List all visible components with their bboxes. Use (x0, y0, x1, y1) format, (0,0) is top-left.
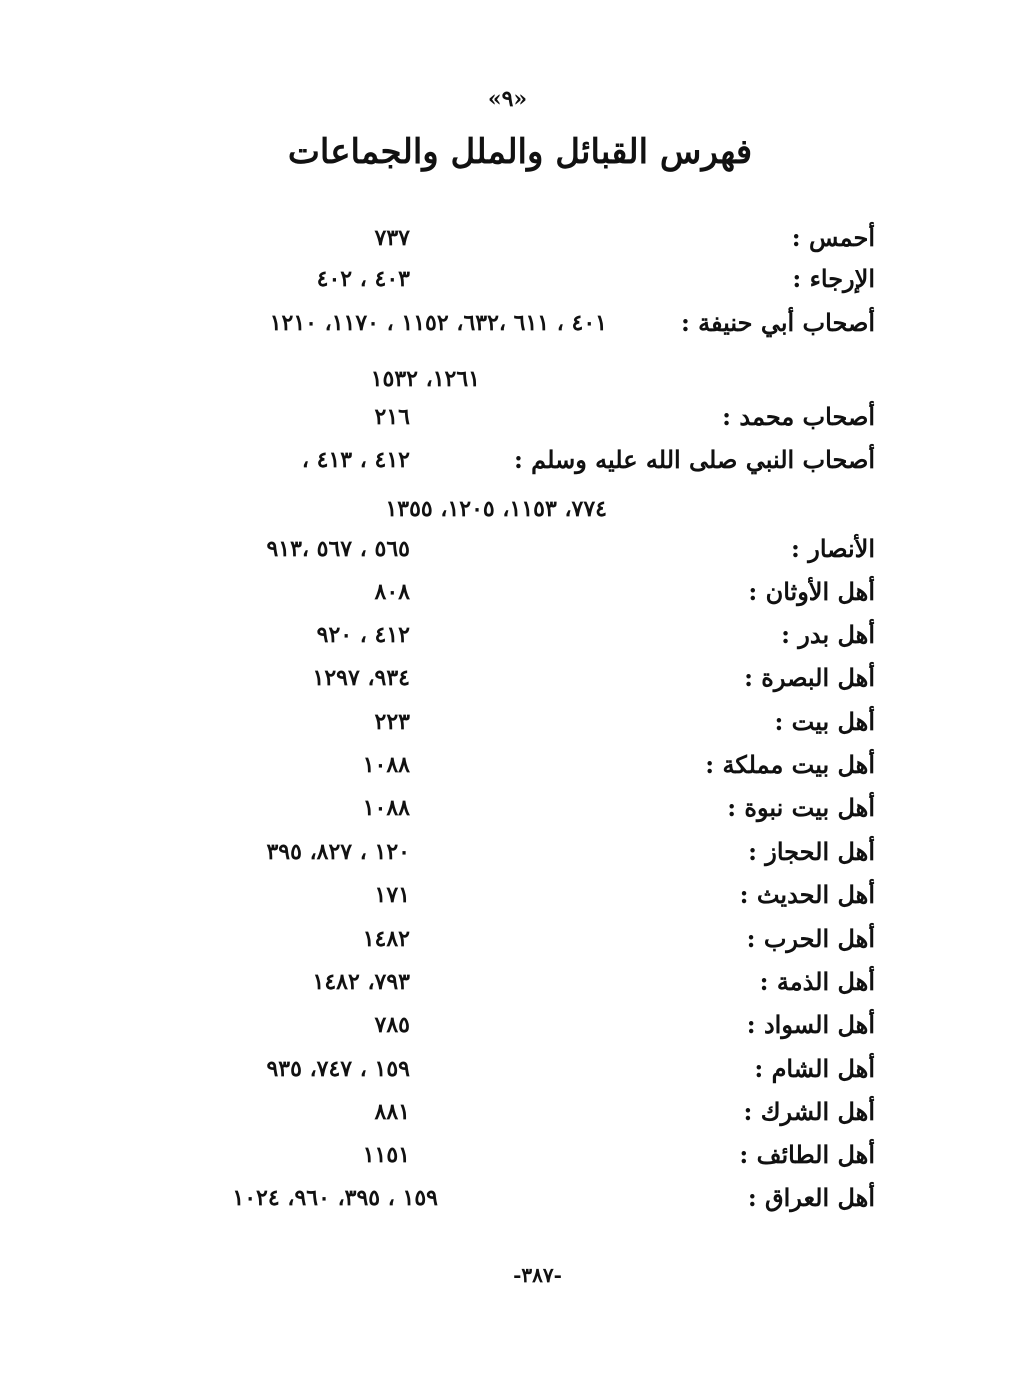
index-entry (0, 837, 1015, 877)
index-entry (0, 1140, 1015, 1180)
entry-page-refs: ١٠٨٨ (362, 752, 410, 778)
index-entry (0, 750, 1015, 790)
index-entry (0, 308, 1015, 348)
index-entry (0, 663, 1015, 703)
index-entry (0, 1054, 1015, 1094)
entry-page-refs: ٧٣٧ (374, 225, 410, 251)
entry-page-refs: ٤١٢ ، ٩٢٠ (316, 622, 410, 648)
index-entry (0, 223, 1015, 263)
entry-term: الإرجاء : (792, 264, 875, 293)
entry-page-refs: ٤٠٣ ، ٤٠٢ (316, 266, 410, 292)
index-entry (0, 1010, 1015, 1050)
index-entry (0, 924, 1015, 964)
entry-page-refs: ٨٨١ (374, 1099, 410, 1125)
entry-term: أهل بيت : (774, 707, 875, 736)
page-number: -٣٨٧- (513, 1263, 562, 1287)
index-entry (0, 620, 1015, 660)
entry-page-refs: ١٠٨٨ (362, 795, 410, 821)
entry-term: أهل الحديث : (739, 880, 875, 909)
index-entry (0, 793, 1015, 833)
entry-page-refs: ٧٩٣، ١٤٨٢ (312, 969, 410, 995)
index-entry (0, 445, 1015, 485)
entry-term: أهل الأوثان : (748, 577, 875, 606)
entry-page-refs: ٤١٢ ، ٤١٣ ، (301, 447, 410, 473)
index-entry (0, 1097, 1015, 1137)
entry-term: أصحاب محمد : (722, 402, 875, 431)
section-number: «٩» (487, 86, 528, 112)
entry-term: أهل بيت مملكة : (705, 750, 875, 779)
entry-page-refs: ١٥٩ ، ٣٩٥، ٩٦٠، ١٠٢٤ (232, 1185, 438, 1211)
entry-term: أصحاب النبي صلى الله عليه وسلم : (513, 445, 875, 474)
entry-term: أهل السواد : (746, 1010, 875, 1039)
entry-page-refs: ١٢٦١، ١٥٣٢ (370, 366, 480, 392)
index-entry (0, 264, 1015, 304)
entry-page-refs: ١٧١ (374, 882, 410, 908)
entry-page-refs: ١٢٠ ، ٨٢٧، ٣٩٥ (266, 839, 410, 865)
entry-page-refs: ٤٠١ ، ٦١١ ،٦٣٢، ١١٥٢ ، ١١٧٠، ١٢١٠ (269, 310, 607, 336)
entry-term: أهل العراق : (747, 1183, 875, 1212)
entry-page-refs: ١٥٩ ، ٧٤٧، ٩٣٥ (266, 1056, 410, 1082)
index-entry-continuation (0, 364, 1015, 404)
entry-page-refs: ٥٦٥ ، ٥٦٧ ،٩١٣ (266, 536, 410, 562)
entry-term: أهل الشرك : (743, 1097, 875, 1126)
index-entry (0, 967, 1015, 1007)
index-entry (0, 707, 1015, 747)
entry-page-refs: ١٤٨٢ (362, 926, 410, 952)
entry-page-refs: ٧٨٥ (374, 1012, 410, 1038)
index-entry (0, 402, 1015, 442)
entry-term: أهل الذمة : (759, 967, 875, 996)
index-entry (0, 880, 1015, 920)
entry-term: أهل بيت نبوة : (727, 793, 875, 822)
index-entry (0, 1183, 1015, 1223)
entry-page-refs: ١١٥١ (362, 1142, 410, 1168)
page-title: فهرس القبائل والملل والجماعات (287, 132, 753, 172)
entry-page-refs: ٢٢٣ (374, 709, 410, 735)
entry-term: أصحاب أبي حنيفة : (680, 308, 875, 337)
entry-term: أحمس : (791, 223, 875, 252)
entry-page-refs: ٨٠٨ (374, 579, 410, 605)
index-entry (0, 534, 1015, 574)
entry-term: الأنصار : (791, 534, 875, 563)
entry-term: أهل الشام : (754, 1054, 875, 1083)
entry-term: أهل البصرة : (744, 663, 875, 692)
entry-page-refs: ٧٧٤، ١١٥٣، ١٢٠٥، ١٣٥٥ (385, 496, 607, 522)
index-entry-continuation (0, 494, 1015, 534)
entry-term: أهل بدر : (781, 620, 875, 649)
entry-page-refs: ٩٣٤، ١٢٩٧ (312, 665, 410, 691)
entry-page-refs: ٢١٦ (374, 404, 410, 430)
entry-term: أهل الحرب : (746, 924, 875, 953)
index-entry (0, 577, 1015, 617)
entry-term: أهل الطائف : (739, 1140, 875, 1169)
entry-term: أهل الحجاز : (748, 837, 875, 866)
